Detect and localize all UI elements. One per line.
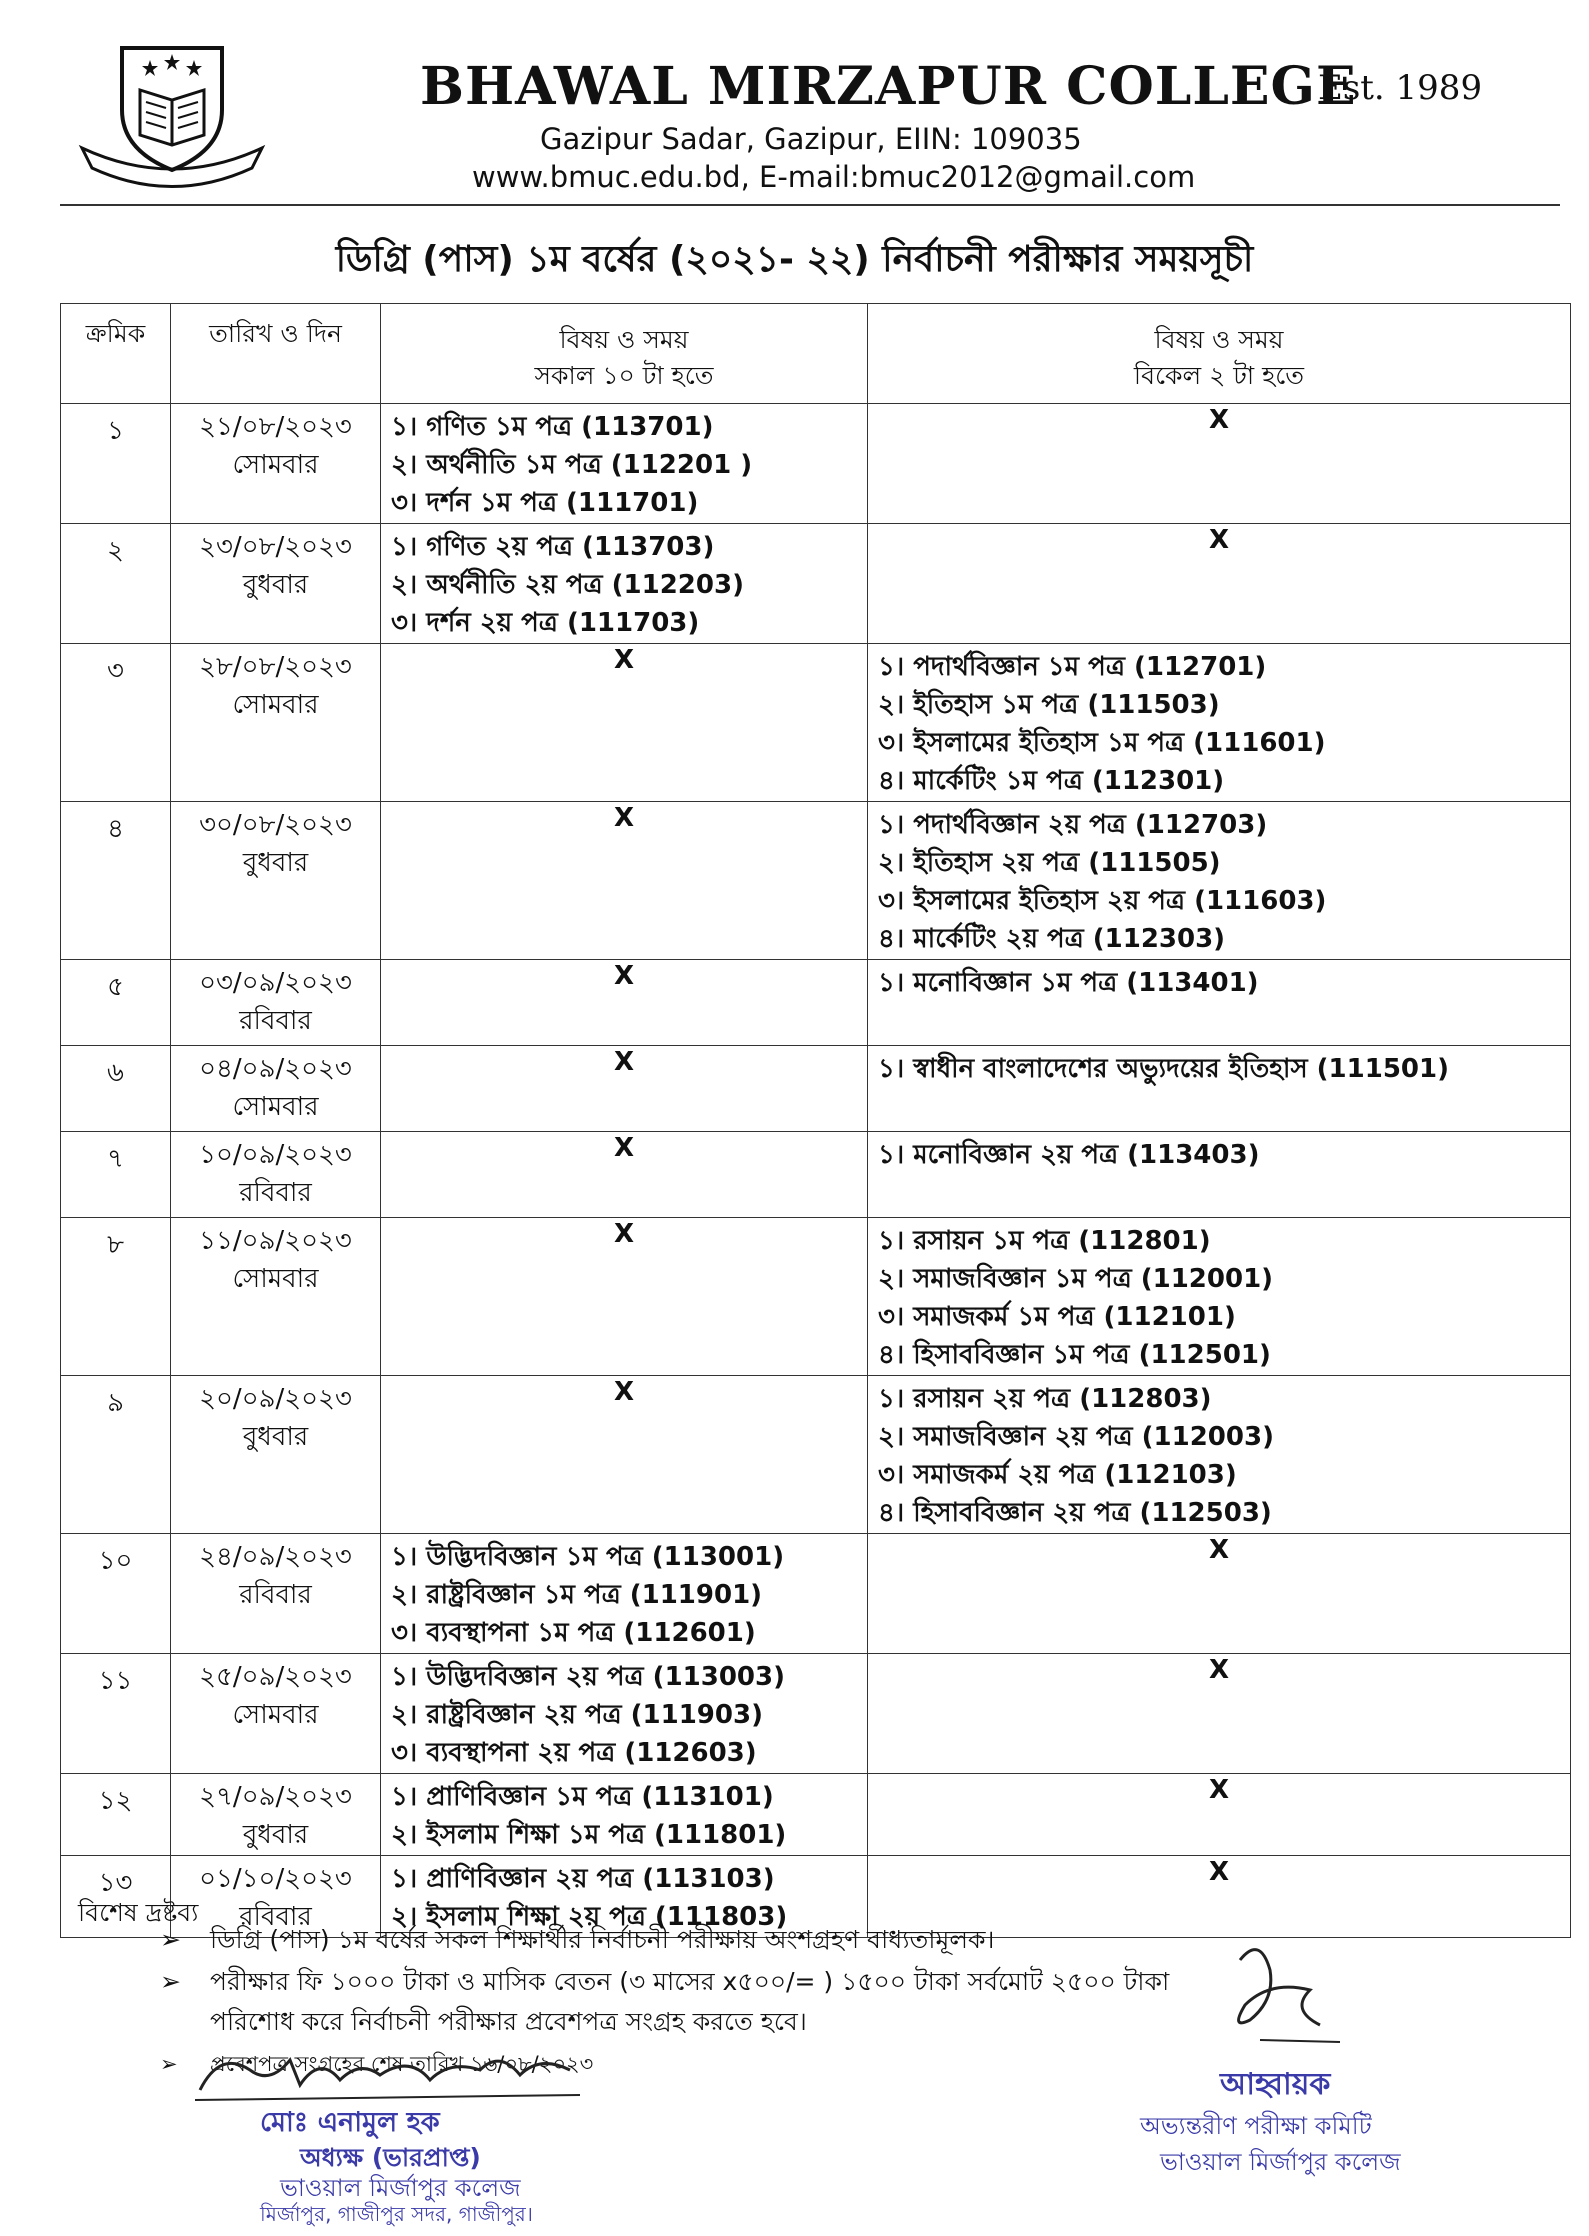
subject-entry: ১। উদ্ভিদবিজ্ঞান ১ম পত্র (113001) bbox=[391, 1542, 785, 1572]
row-serial: ৭ bbox=[61, 1132, 171, 1218]
handwritten-signature-icon bbox=[190, 2040, 590, 2110]
principal-signature-block bbox=[190, 2040, 630, 2230]
header-divider bbox=[60, 204, 1560, 206]
row-serial: ৬ bbox=[61, 1046, 171, 1132]
subject-entry: ৩। সমাজকর্ম ২য় পত্র (112103) bbox=[878, 1460, 1237, 1490]
notes-heading: বিশেষ দ্রষ্টব্য bbox=[78, 1898, 199, 1927]
college-logo-emblem-icon bbox=[72, 40, 272, 190]
morning-subjects bbox=[381, 524, 868, 644]
row-date: ২৪/০৯/২০২৩ bbox=[199, 1542, 352, 1572]
handwritten-signature-icon bbox=[1200, 1930, 1380, 2060]
principal-designation: অধ্যক্ষ (ভারপ্রাপ্ত) bbox=[300, 2143, 481, 2172]
header-morning bbox=[381, 304, 868, 404]
table-row bbox=[61, 1534, 1571, 1654]
morning-subjects bbox=[381, 1654, 868, 1774]
table-body bbox=[61, 404, 1571, 1938]
table-row bbox=[61, 960, 1571, 1046]
row-serial: ৫ bbox=[61, 960, 171, 1046]
exam-schedule-table bbox=[60, 303, 1571, 1938]
subject-entry: ৩। দর্শন ১ম পত্র (111701) bbox=[391, 488, 699, 518]
row-date-day bbox=[171, 1376, 381, 1534]
header-afternoon-line2: বিকেল ২ টা হতে bbox=[1133, 361, 1305, 390]
arrow-bullet-icon: ➢ bbox=[160, 1967, 181, 1996]
subject-entry: ১। পদার্থবিজ্ঞান ২য় পত্র (112703) bbox=[878, 810, 1268, 840]
subject-entry: ২। রাষ্ট্রবিজ্ঞান ২য় পত্র (111903) bbox=[391, 1700, 763, 1730]
row-date: ২৩/০৮/২০২৩ bbox=[199, 532, 352, 562]
document-title: ডিগ্রি (পাস) ১ম বর্ষের (২০২১- ২২) নির্বাচনী পরীক্ষার সময়সূচী bbox=[335, 239, 1254, 280]
row-date-day bbox=[171, 1774, 381, 1856]
arrow-bullet-icon: ➢ bbox=[160, 2052, 178, 2076]
header-morning-line1: বিষয় ও সময় bbox=[559, 325, 689, 354]
row-day: বুধবার bbox=[242, 570, 309, 600]
row-date: ০১/১০/২০২৩ bbox=[199, 1864, 352, 1894]
morning-subjects bbox=[381, 404, 868, 524]
row-date: ০৩/০৯/২০২৩ bbox=[199, 968, 352, 998]
established-year: Est. 1989 bbox=[1318, 68, 1483, 108]
subject-entry: ১। রসায়ন ২য় পত্র (112803) bbox=[878, 1384, 1212, 1414]
row-date: ২৫/০৯/২০২৩ bbox=[199, 1662, 352, 1692]
subject-entry: ১। মনোবিজ্ঞান ২য় পত্র (113403) bbox=[878, 1140, 1260, 1170]
table-row bbox=[61, 1654, 1571, 1774]
table-row bbox=[61, 1046, 1571, 1132]
morning-no-exam-mark: X bbox=[381, 802, 868, 960]
row-date: ৩০/০৮/২০২৩ bbox=[199, 810, 352, 840]
afternoon-subjects bbox=[868, 1046, 1571, 1132]
subject-entry: ২। সমাজবিজ্ঞান ২য় পত্র (112003) bbox=[878, 1422, 1274, 1452]
afternoon-no-exam-mark: X bbox=[868, 1654, 1571, 1774]
morning-no-exam-mark: X bbox=[381, 1218, 868, 1376]
header-afternoon-line1: বিষয় ও সময় bbox=[1154, 325, 1284, 354]
convener-institution: ভাওয়াল মির্জাপুর কলেজ bbox=[1160, 2148, 1401, 2176]
table-row bbox=[61, 644, 1571, 802]
subject-entry: ২। ইসলাম শিক্ষা ১ম পত্র (111801) bbox=[391, 1820, 787, 1850]
letterhead bbox=[0, 0, 1589, 210]
row-date-day bbox=[171, 1132, 381, 1218]
row-date: ২৮/০৮/২০২৩ bbox=[199, 652, 352, 682]
subject-entry: ৩। দর্শন ২য় পত্র (111703) bbox=[391, 608, 700, 638]
afternoon-subjects bbox=[868, 644, 1571, 802]
convener-committee: অভ্যন্তরীণ পরীক্ষা কমিটি bbox=[1140, 2112, 1372, 2140]
row-day: সোমবার bbox=[232, 1264, 319, 1294]
row-day: রবিবার bbox=[239, 1006, 312, 1036]
afternoon-no-exam-mark: X bbox=[868, 404, 1571, 524]
table-row bbox=[61, 404, 1571, 524]
afternoon-no-exam-mark: X bbox=[868, 1534, 1571, 1654]
row-day: সোমবার bbox=[232, 1700, 319, 1730]
table-row bbox=[61, 524, 1571, 644]
row-date-day bbox=[171, 1046, 381, 1132]
row-date: ২১/০৮/২০২৩ bbox=[199, 412, 352, 442]
subject-entry: ১। পদার্থবিজ্ঞান ১ম পত্র (112701) bbox=[878, 652, 1267, 682]
subject-entry: ১। প্রাণিবিজ্ঞান ২য় পত্র (113103) bbox=[391, 1864, 775, 1894]
row-day: বুধবার bbox=[242, 1820, 309, 1850]
subject-entry: ২। রাষ্ট্রবিজ্ঞান ১ম পত্র (111901) bbox=[391, 1580, 763, 1610]
note-text: ডিগ্রি (পাস) ১ম বর্ষের সকল শিক্ষার্থীর নির্বাচনী পরীক্ষায় অংশগ্রহণ বাধ্যতামূলক। bbox=[210, 1925, 995, 1954]
row-date-day bbox=[171, 524, 381, 644]
row-date: ২০/০৯/২০২৩ bbox=[199, 1384, 352, 1414]
afternoon-no-exam-mark: X bbox=[868, 1856, 1571, 1938]
row-date-day bbox=[171, 1218, 381, 1376]
college-contact: www.bmuc.edu.bd, E-mail:bmuc2012@gmail.com bbox=[472, 160, 1196, 194]
row-date-day bbox=[171, 960, 381, 1046]
note-item bbox=[160, 1920, 1170, 1960]
morning-no-exam-mark: X bbox=[381, 644, 868, 802]
subject-entry: ৩। ব্যবস্থাপনা ২য় পত্র (112603) bbox=[391, 1738, 757, 1768]
table-row bbox=[61, 1774, 1571, 1856]
subject-entry: ৪। মার্কেটিং ২য় পত্র (112303) bbox=[878, 924, 1226, 954]
subject-entry: ৩। ইসলামের ইতিহাস ১ম পত্র (111601) bbox=[878, 728, 1326, 758]
row-date: ২৭/০৯/২০২৩ bbox=[199, 1782, 352, 1812]
row-date: ০৪/০৯/২০২৩ bbox=[199, 1054, 352, 1084]
row-date-day bbox=[171, 404, 381, 524]
subject-entry: ১। প্রাণিবিজ্ঞান ১ম পত্র (113101) bbox=[391, 1782, 774, 1812]
row-serial: ১০ bbox=[61, 1534, 171, 1654]
row-day: রবিবার bbox=[239, 1580, 312, 1610]
row-date-day bbox=[171, 1654, 381, 1774]
subject-entry: ১। উদ্ভিদবিজ্ঞান ২য় পত্র (113003) bbox=[391, 1662, 785, 1692]
row-serial: ৮ bbox=[61, 1218, 171, 1376]
header-morning-line2: সকাল ১০ টা হতে bbox=[534, 361, 714, 390]
principal-location: মির্জাপুর, গাজীপুর সদর, গাজীপুর। bbox=[260, 2202, 533, 2226]
row-date-day bbox=[171, 1534, 381, 1654]
subject-entry: ২। ইসলাম শিক্ষা ২য় পত্র (111803) bbox=[391, 1902, 788, 1932]
row-serial: ৯ bbox=[61, 1376, 171, 1534]
subject-entry: ২। ইতিহাস ২য় পত্র (111505) bbox=[878, 848, 1221, 878]
row-serial: ১২ bbox=[61, 1774, 171, 1856]
morning-no-exam-mark: X bbox=[381, 1046, 868, 1132]
row-date: ১০/০৯/২০২৩ bbox=[199, 1140, 352, 1170]
afternoon-subjects bbox=[868, 802, 1571, 960]
afternoon-no-exam-mark: X bbox=[868, 1774, 1571, 1856]
subject-entry: ২। ইতিহাস ১ম পত্র (111503) bbox=[878, 690, 1220, 720]
row-day: সোমবার bbox=[232, 1092, 319, 1122]
row-date-day bbox=[171, 644, 381, 802]
subject-entry: ১। স্বাধীন বাংলাদেশের অভ্যুদয়ের ইতিহাস (111501) bbox=[878, 1054, 1449, 1084]
subject-entry: ৪। হিসাববিজ্ঞান ১ম পত্র (112501) bbox=[878, 1340, 1271, 1370]
subject-entry: ১। মনোবিজ্ঞান ১ম পত্র (113401) bbox=[878, 968, 1259, 998]
table-row bbox=[61, 1376, 1571, 1534]
table-row bbox=[61, 802, 1571, 960]
table-row bbox=[61, 1132, 1571, 1218]
arrow-bullet-icon: ➢ bbox=[160, 1925, 181, 1954]
morning-subjects bbox=[381, 1774, 868, 1856]
morning-no-exam-mark: X bbox=[381, 960, 868, 1046]
row-serial: ২ bbox=[61, 524, 171, 644]
subject-entry: ২। সমাজবিজ্ঞান ১ম পত্র (112001) bbox=[878, 1264, 1274, 1294]
row-day: রবিবার bbox=[239, 1178, 312, 1208]
row-serial: ৩ bbox=[61, 644, 171, 802]
row-serial: ৪ bbox=[61, 802, 171, 960]
afternoon-subjects bbox=[868, 1132, 1571, 1218]
subject-entry: ৪। হিসাববিজ্ঞান ২য় পত্র (112503) bbox=[878, 1498, 1272, 1528]
row-serial: ১ bbox=[61, 404, 171, 524]
principal-institution: ভাওয়াল মির্জাপুর কলেজ bbox=[280, 2174, 521, 2202]
header-date: তারিখ ও দিন bbox=[171, 304, 381, 404]
table-header-row bbox=[61, 304, 1571, 404]
row-day: বুধবার bbox=[242, 1422, 309, 1452]
subject-entry: ১। রসায়ন ১ম পত্র (112801) bbox=[878, 1226, 1211, 1256]
note-item bbox=[160, 1962, 1170, 2042]
afternoon-subjects bbox=[868, 1218, 1571, 1376]
convener-signature-block bbox=[1120, 1930, 1450, 2230]
row-date-day bbox=[171, 802, 381, 960]
header-afternoon bbox=[868, 304, 1571, 404]
morning-no-exam-mark: X bbox=[381, 1376, 868, 1534]
note-text: পরীক্ষার ফি ১০০০ টাকা ও মাসিক বেতন (৩ মাসের x৫০০/= ) ১৫০০ টাকা সর্বমোট ২৫০০ টাকা পরিশোধ করে নির্বাচনী পরীক্ষার প্রবেশপত্র সংগ্রহ করতে হবে। bbox=[210, 1967, 1170, 2036]
morning-subjects bbox=[381, 1534, 868, 1654]
afternoon-subjects bbox=[868, 960, 1571, 1046]
subject-entry: ১। গণিত ১ম পত্র (113701) bbox=[391, 412, 714, 442]
afternoon-subjects bbox=[868, 1376, 1571, 1534]
note-text: প্রবেশপত্র সংগ্রহের শেষ তারিখ ১৬/০৮/২০২৩ bbox=[210, 2052, 594, 2076]
subject-entry: ১। গণিত ২য় পত্র (113703) bbox=[391, 532, 715, 562]
subject-entry: ২। অর্থনীতি ১ম পত্র (112201 ) bbox=[391, 450, 753, 480]
header-serial: ক্রমিক bbox=[61, 304, 171, 404]
college-name: BHAWAL MIRZAPUR COLLEGE bbox=[420, 56, 1357, 117]
convener-title: আহ্বায়ক bbox=[1220, 2067, 1331, 2102]
principal-name: মোঃ এনামুল হক bbox=[260, 2107, 440, 2138]
subject-entry: ৩। সমাজকর্ম ১ম পত্র (112101) bbox=[878, 1302, 1236, 1332]
afternoon-no-exam-mark: X bbox=[868, 524, 1571, 644]
college-logo bbox=[72, 40, 272, 190]
subject-entry: ৩। ইসলামের ইতিহাস ২য় পত্র (111603) bbox=[878, 886, 1327, 916]
row-day: বুধবার bbox=[242, 848, 309, 878]
table-row bbox=[61, 1218, 1571, 1376]
row-day: রবিবার bbox=[239, 1902, 312, 1932]
row-day: সোমবার bbox=[232, 450, 319, 480]
row-date: ১১/০৯/২০২৩ bbox=[199, 1226, 352, 1256]
row-serial: ১১ bbox=[61, 1654, 171, 1774]
row-serial: ১৩ bbox=[61, 1856, 171, 1938]
subject-entry: ৩। ব্যবস্থাপনা ১ম পত্র (112601) bbox=[391, 1618, 756, 1648]
college-address: Gazipur Sadar, Gazipur, EIIN: 109035 bbox=[540, 122, 1082, 156]
subject-entry: ৪। মার্কেটিং ১ম পত্র (112301) bbox=[878, 766, 1225, 796]
morning-no-exam-mark: X bbox=[381, 1132, 868, 1218]
row-day: সোমবার bbox=[232, 690, 319, 720]
subject-entry: ২। অর্থনীতি ২য় পত্র (112203) bbox=[391, 570, 744, 600]
